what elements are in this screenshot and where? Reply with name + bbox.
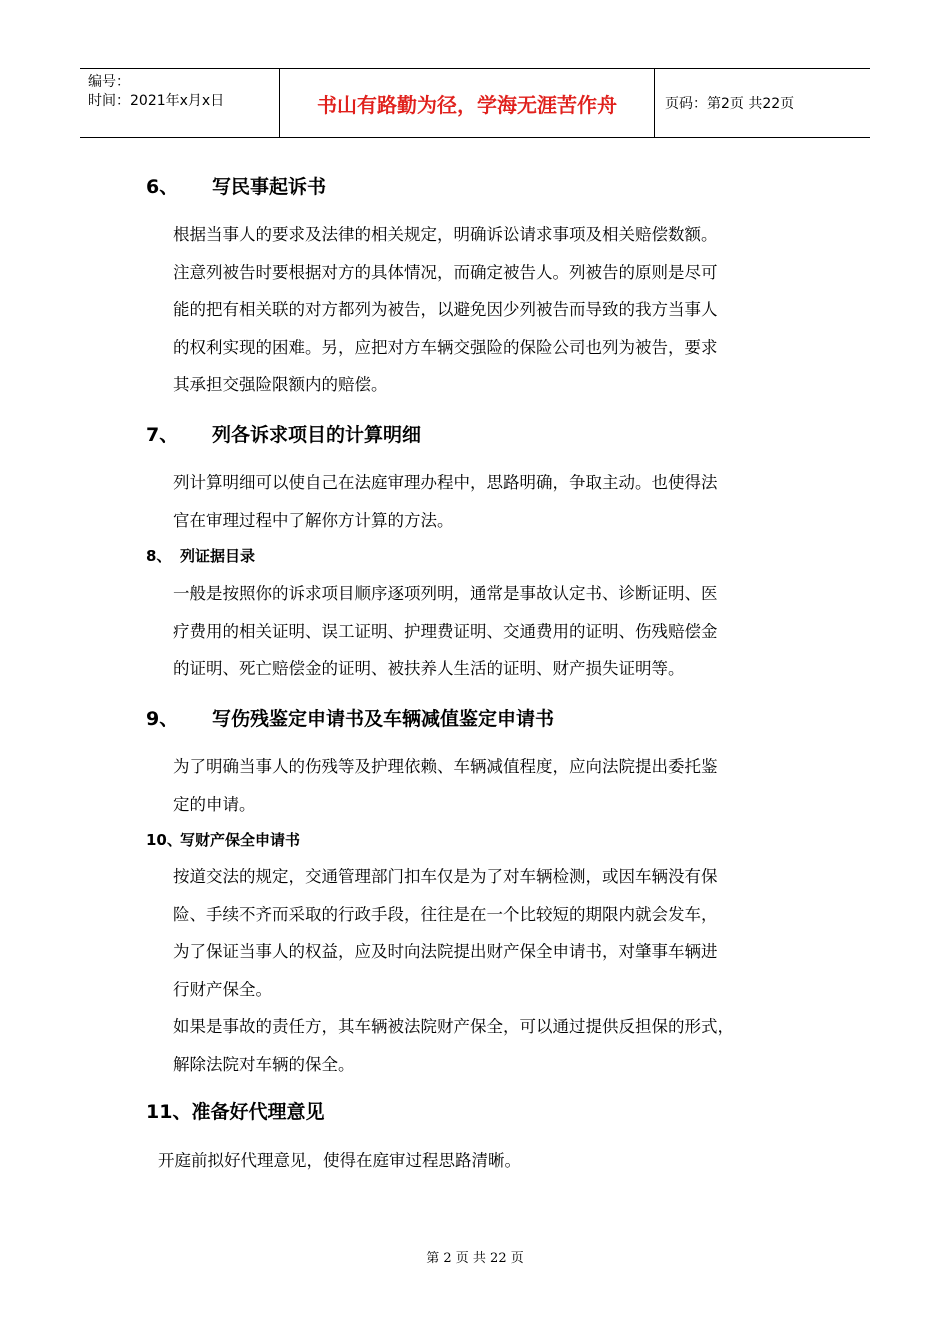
header-meta bbox=[80, 69, 280, 137]
page-header bbox=[80, 68, 870, 138]
section-body-10: 按道交法的规定，交通管理部门扣车仅是为了对车辆检测，或因车辆没有保 险、手续不齐而采取的行政手段，往往是在一个比较短的期限内就会发车， 为了保证当事人的权益，应及时向法院提出财产保全申请书，对肇事车辆进 行财产保全。 如果是事故的责任方，其车辆被法院财产保全，可以通过提供反担保的形式， 解除法院对车辆的保全。 bbox=[173, 867, 734, 1074]
section-body-6: 根据当事人的要求及法律的相关规定，明确诉讼请求事项及相关赔偿数额。 注意列被告时要根据对方的具体情况，而确定被告人。列被告的原则是尽可 能的把有相关联的对方都列为被告，以避免因少列被告而导致的我方当事人 的权利实现的困难。另，应把对方车辆交强险的保险公司也列为被告，要求 其承担交强险限额内的赔偿。 bbox=[173, 225, 718, 394]
section-heading-6: 6、 写民事起诉书 bbox=[146, 176, 327, 198]
section-body-8: 一般是按照你的诉求项目顺序逐项列明，通常是事故认定书、诊断证明、医 疗费用的相关证明、误工证明、护理费证明、交通费用的证明、伤残赔偿金 的证明、死亡赔偿金的证明、被扶养人生活的证明、财产损失证明等。 bbox=[173, 584, 718, 678]
code-label: 编号： bbox=[88, 74, 130, 90]
section-heading-7: 7、 列各诉求项目的计算明细 bbox=[146, 424, 422, 446]
page-footer: 第 2 页 共 22 页 bbox=[426, 1251, 524, 1266]
section-body-11: 开庭前拟好代理意见，使得在庭审过程思路清晰。 bbox=[158, 1151, 521, 1170]
header-motto: 书山有路勤为径，学海无涯苦作舟 bbox=[280, 69, 655, 137]
section-body-9: 为了明确当事人的伤残等及护理依赖、车辆减值程度，应向法院提出委托鉴 定的申请。 bbox=[173, 757, 718, 814]
section-heading-10: 10、写财产保全申请书 bbox=[146, 831, 301, 849]
section-body-7: 列计算明细可以使自己在法庭审理办程中，思路明确，争取主动。也使得法 官在审理过程中了解你方计算的方法。 bbox=[173, 473, 718, 530]
section-heading-9: 9、 写伤残鉴定申请书及车辆减值鉴定申请书 bbox=[146, 708, 555, 730]
header-page-info: 页码：第2页 共22页 bbox=[665, 96, 795, 112]
section-heading-8: 8、 列证据目录 bbox=[146, 547, 256, 565]
time-label: 时间：2021年x月x日 bbox=[88, 93, 225, 109]
section-heading-11: 11、准备好代理意见 bbox=[146, 1101, 325, 1123]
